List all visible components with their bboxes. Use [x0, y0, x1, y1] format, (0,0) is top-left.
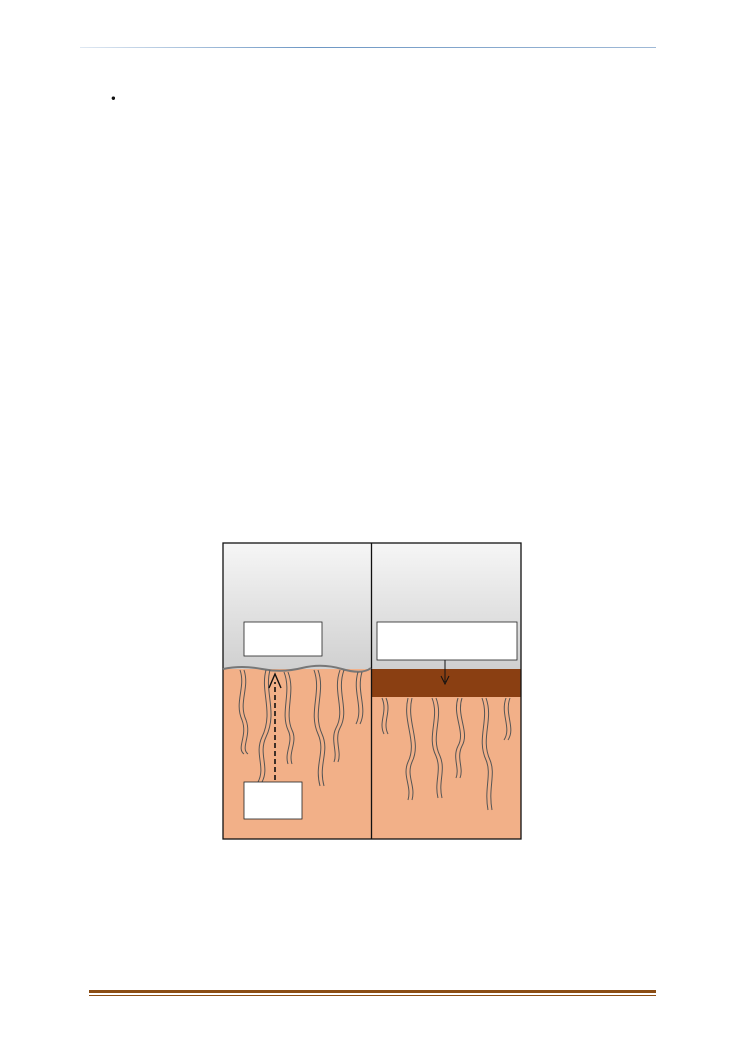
accumulation-box: [244, 622, 322, 656]
header-rule: [80, 47, 656, 48]
pulverized-layer: [372, 669, 521, 697]
remonte-box: [244, 782, 302, 819]
figure-44: [222, 542, 522, 840]
page-body: [89, 86, 656, 132]
footer-rule: [89, 990, 656, 993]
section-heading: [89, 105, 656, 127]
pulverized-box: [377, 622, 517, 660]
footer-rule-thin: [89, 995, 656, 996]
capillary-diagram: [222, 542, 522, 840]
